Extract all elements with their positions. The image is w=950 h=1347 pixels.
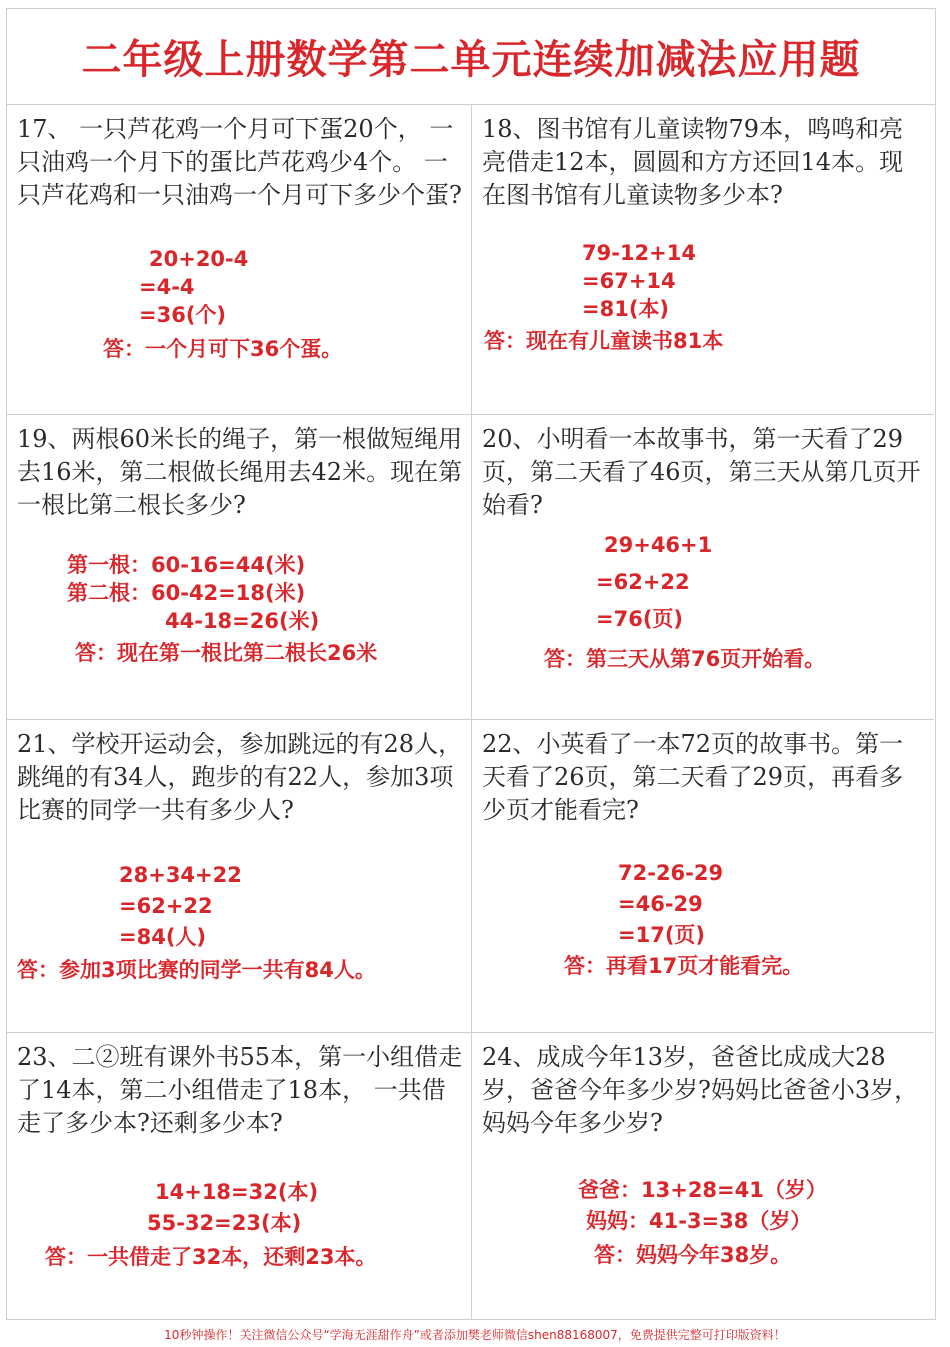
solution-steps: [582, 239, 696, 323]
problem-23: [7, 1033, 472, 1320]
problem-17: [7, 105, 472, 415]
solution-steps: [119, 860, 242, 953]
question-text: 20、小明看一本故事书，第一天看了29页，第二天看了46页，第三天从第几页开始看?: [482, 425, 921, 519]
solution-line: =46-29: [618, 892, 703, 916]
solution-steps: [578, 1175, 827, 1237]
solution-line: 44-18=26(米): [165, 609, 320, 633]
question-text: 22、小英看了一本72页的故事书。第一天看了26页，第二天看了29页，再看多少页才能看完?: [482, 730, 904, 824]
solution-line: 55-32=23(本): [147, 1211, 302, 1235]
solution-line: 29+46+1: [604, 533, 713, 557]
solution-line: =76(页): [596, 607, 684, 631]
problem-19: [7, 415, 472, 720]
solution-steps: [139, 245, 249, 329]
answer-text: 答：妈妈今年38岁。: [594, 1243, 792, 1267]
solution-line: 14+18=32(本): [155, 1180, 319, 1204]
answer-text: 答：现在第一根比第二根长26米: [75, 641, 378, 665]
question-text: 24、成成今年13岁，爸爸比成成大28岁，爸爸今年多少岁?妈妈比爸爸小3岁，妈妈今年多少岁?: [482, 1043, 919, 1137]
solution-line: 79-12+14: [582, 241, 696, 265]
problem-22: [472, 720, 934, 1033]
solution-line: 妈妈：41-3=38（岁）: [586, 1209, 812, 1233]
problem-20: [472, 415, 934, 720]
solution-steps: [596, 527, 713, 638]
answer-text: 答：再看17页才能看完。: [564, 954, 804, 978]
solution-steps: [147, 1177, 319, 1239]
answer-text: 答：一共借走了32本，还剩23本。: [45, 1245, 377, 1269]
solution-line: 第二根：60-42=18(米): [67, 581, 306, 605]
question-text: 17、 一只芦花鸡一个月可下蛋20个， 一只油鸡一个月下的蛋比芦花鸡少4个。 一只芦花鸡和一只油鸡一个月可下多少个蛋?: [17, 115, 462, 209]
solution-line: =62+22: [119, 894, 213, 918]
footer-note: 10秒钟操作！关注微信公众号“学海无涯甜作舟”或者添加樊老师微信shen88168007，免费提供完整可打印版资料！: [164, 1328, 786, 1342]
solution-steps: [67, 551, 319, 635]
solution-line: =17(页): [618, 923, 706, 947]
worksheet: [6, 8, 936, 1320]
page-title: 二年级上册数学第二单元连续加减法应用题: [7, 9, 935, 105]
problem-grid: [7, 105, 935, 1320]
solution-line: =36(个): [139, 303, 227, 327]
answer-text: 答：参加3项比赛的同学一共有84人。: [17, 958, 376, 982]
answer-text: 答：一个月可下36个蛋。: [103, 337, 343, 361]
solution-line: =67+14: [582, 269, 676, 293]
problem-18: [472, 105, 934, 415]
problem-24: [472, 1033, 934, 1320]
problem-21: [7, 720, 472, 1033]
question-text: 23、二②班有课外书55本，第一小组借走了14本，第二小组借走了18本， 一共借走了多少本?还剩多少本?: [17, 1043, 463, 1137]
question-text: 19、两根60米长的绳子，第一根做短绳用去16米，第二根做长绳用去42米。现在第一根比第二根长多少?: [17, 425, 463, 519]
answer-text: 答：第三天从第76页开始看。: [544, 647, 826, 671]
solution-line: 20+20-4: [149, 247, 249, 271]
answer-text: 答：现在有儿童读书81本: [484, 329, 724, 353]
solution-line: 72-26-29: [618, 861, 724, 885]
solution-steps: [618, 858, 723, 951]
solution-line: 爸爸：13+28=41（岁）: [578, 1178, 827, 1202]
question-text: 18、图书馆有儿童读物79本，鸣鸣和亮亮借走12本，圆圆和方方还回14本。现在图书馆有儿童读物多少本?: [482, 115, 904, 209]
solution-line: =4-4: [139, 275, 195, 299]
solution-line: =81(本): [582, 297, 670, 321]
solution-line: =84(人): [119, 925, 207, 949]
question-text: 21、学校开运动会，参加跳远的有28人，跳绳的有34人，跑步的有22人，参加3项比赛的同学一共有多少人?: [17, 730, 463, 824]
solution-line: 28+34+22: [119, 863, 242, 887]
solution-line: =62+22: [596, 570, 690, 594]
solution-line: 第一根：60-16=44(米): [67, 553, 306, 577]
